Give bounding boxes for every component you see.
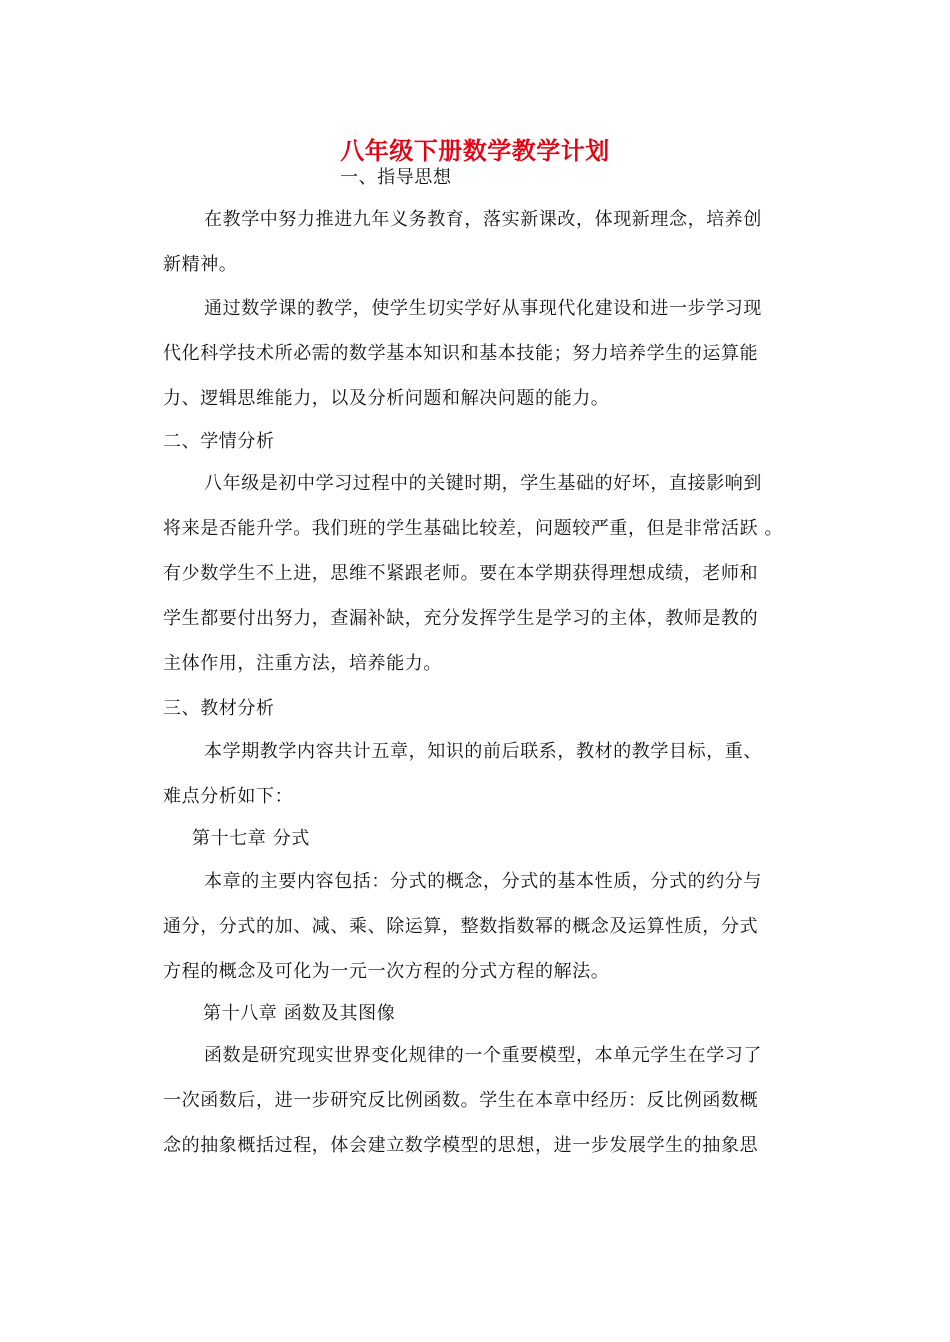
chapter-heading-17: 第十七章 分式 bbox=[192, 828, 310, 849]
paragraph-line: 函数是研究现实世界变化规律的一个重要模型，本单元学生在学习了 bbox=[204, 1045, 762, 1066]
paragraph-line: 新精神。 bbox=[163, 254, 238, 275]
paragraph-line: 本学期教学内容共计五章，知识的前后联系，教材的教学目标，重、 bbox=[204, 741, 762, 762]
paragraph-line: 通分，分式的加、减、乘、除运算，整数指数幂的概念及运算性质，分式 bbox=[163, 916, 759, 937]
paragraph-line: 力、逻辑思维能力，以及分析问题和解决问题的能力。 bbox=[163, 388, 610, 409]
paragraph-line: 在教学中努力推进九年义务教育，落实新课改，体现新理念，培养创 bbox=[204, 209, 762, 230]
page-title: 八年级下册数学教学计划 bbox=[340, 136, 610, 165]
section-heading-guiding-ideology: 一、指导思想 bbox=[340, 167, 452, 188]
paragraph-line: 难点分析如下： bbox=[163, 786, 294, 807]
section-heading-textbook-analysis: 三、教材分析 bbox=[163, 698, 275, 719]
paragraph-line: 主体作用，注重方法，培养能力。 bbox=[163, 653, 442, 674]
paragraph-line: 本章的主要内容包括：分式的概念，分式的基本性质，分式的约分与 bbox=[204, 871, 762, 892]
paragraph-line: 念的抽象概括过程，体会建立数学模型的思想，进一步发展学生的抽象思 bbox=[163, 1135, 759, 1156]
paragraph-line: 通过数学课的教学，使学生切实学好从事现代化建设和进一步学习现 bbox=[204, 298, 762, 319]
section-heading-student-analysis: 二、学情分析 bbox=[163, 431, 275, 452]
paragraph-line: 学生都要付出努力，查漏补缺，充分发挥学生是学习的主体，教师是教的 bbox=[163, 608, 759, 629]
chapter-heading-18: 第十八章 函数及其图像 bbox=[203, 1003, 396, 1024]
paragraph-line: 有少数学生不上进，思维不紧跟老师。要在本学期获得理想成绩，老师和 bbox=[163, 563, 759, 584]
paragraph-line: 代化科学技术所必需的数学基本知识和基本技能；努力培养学生的运算能 bbox=[163, 343, 759, 364]
paragraph-line: 一次函数后，进一步研究反比例函数。学生在本章中经历：反比例函数概 bbox=[163, 1090, 759, 1111]
paragraph-line: 将来是否能升学。我们班的学生基础比较差，问题较严重，但是非常活跃 。 bbox=[163, 518, 784, 539]
paragraph-line: 八年级是初中学习过程中的关键时期，学生基础的好坏，直接影响到 bbox=[204, 473, 762, 494]
paragraph-line: 方程的概念及可化为一元一次方程的分式方程的解法。 bbox=[163, 961, 610, 982]
